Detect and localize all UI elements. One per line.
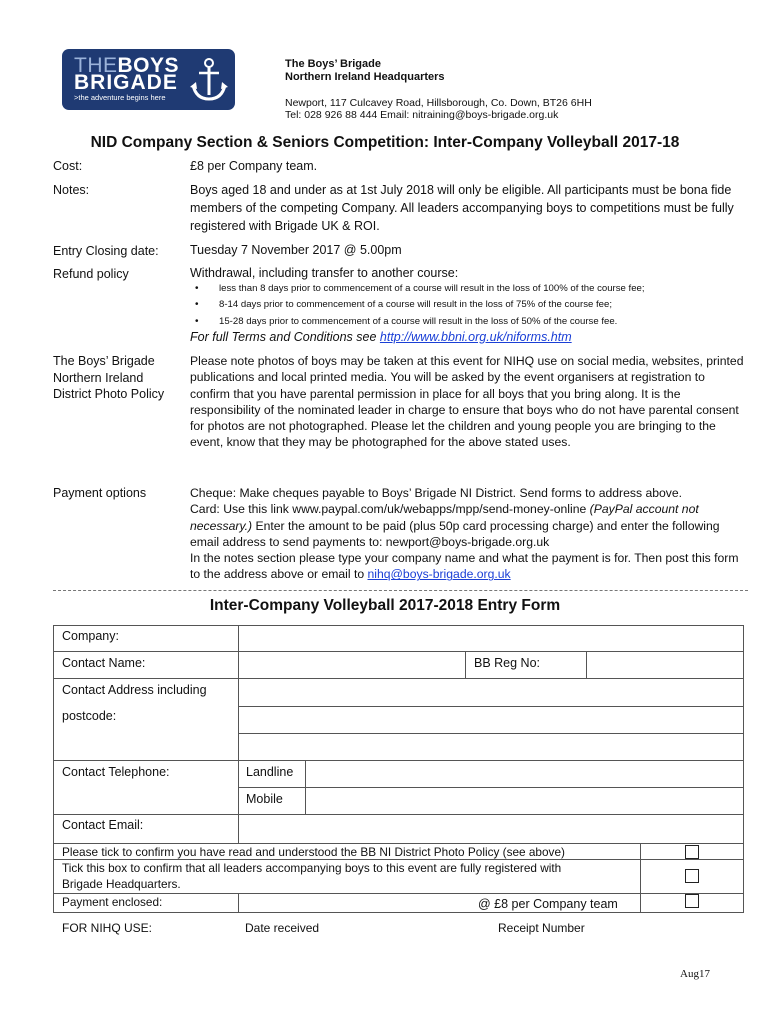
terms-link[interactable]: http://www.bbni.org.uk/niforms.htm (379, 330, 572, 344)
version-label: Aug17 (680, 968, 710, 980)
payment-options-label: Payment options (53, 486, 147, 500)
logo-line2: BRIGADE (74, 71, 178, 94)
grid-line (53, 760, 744, 761)
address-label-2: postcode: (62, 709, 117, 723)
address-label-1: Contact Address including (62, 683, 207, 697)
notes-label: Notes: (53, 183, 90, 197)
photo-policy-checkbox[interactable] (685, 845, 699, 859)
org-name: The Boys’ Brigade (285, 58, 381, 70)
boys-brigade-logo (62, 49, 235, 110)
org-address-block (285, 97, 592, 121)
grid-line (53, 814, 744, 815)
terms-line: For full Terms and Conditions see http://www.bbni.org.uk/niforms.htm (190, 330, 572, 344)
closing-date-value: Tuesday 7 November 2017 @ 5.00pm (190, 243, 402, 257)
payment-enclosed-checkbox[interactable] (685, 894, 699, 908)
payment-options-text (190, 485, 746, 583)
logo-line1: THEBOYS (74, 54, 180, 77)
closing-date-label: Entry Closing date: (53, 244, 159, 258)
refund-item: • 15-28 days prior to commencement of a course will result in the loss of 50% of the course fee. (199, 316, 617, 328)
logo-tagline: >the adventure begins here (74, 93, 166, 102)
form-title: Inter-Company Volleyball 2017-2018 Entry Form (209, 597, 561, 614)
grid-line (305, 760, 306, 814)
payment-notes: In the notes section please type your company name and what the payment is for. Then post this form to the address above or email to nihq@boys-brigade.org.uk (190, 551, 739, 582)
leaders-confirm-text-2: Brigade Headquarters. (62, 877, 181, 891)
photo-policy-label-2: Northern Ireland (53, 371, 144, 385)
bb-reg-label: BB Reg No: (474, 656, 541, 670)
grid-line (238, 625, 239, 843)
email-label: Contact Email: (62, 818, 144, 832)
org-contact: Tel: 028 926 88 444 Email: nitraining@boys-brigade.org.uk (285, 109, 559, 121)
photo-policy-confirm-text: Please tick to confirm you have read and understood the BB NI District Photo Policy (see above) (62, 845, 565, 859)
grid-line (586, 651, 587, 678)
payment-amount: @ £8 per Company team (478, 897, 618, 911)
telephone-label: Contact Telephone: (62, 765, 170, 779)
payment-cheque: Cheque: Make cheques payable to Boys’ Brigade NI District. Send forms to address above. (190, 486, 683, 500)
refund-intro: Withdrawal, including transfer to another course: (190, 266, 459, 280)
contact-name-label: Contact Name: (62, 656, 146, 670)
anchor-crest-icon (188, 55, 230, 103)
refund-policy-label: Refund policy (53, 267, 129, 281)
payment-card: Card: Use this link www.paypal.com/uk/webapps/mpp/send-money-online (PayPal account not necessary.) Enter the amount to be paid (plus 50p card processing charge) and enter the following email address to send payments to: newport@boys-brigade.org.uk (190, 502, 720, 549)
grid-line (238, 733, 744, 734)
grid-line (238, 893, 239, 913)
grid-line (53, 625, 54, 913)
nihq-email-link[interactable]: nihq@boys-brigade.org.uk (367, 567, 511, 582)
leaders-confirm-text-1: Tick this box to confirm that all leaders accompanying boys to this event are fully registered with (62, 861, 562, 875)
payment-enclosed-label: Payment enclosed: (62, 895, 163, 909)
notes-value: Boys aged 18 and under as at 1st July 2018 will only be eligible. All participants must be bona fide members of the competing Company. All leaders accompanying boys to competitions must be fully registered with Brigade UK & ROI. (190, 183, 734, 233)
grid-line (53, 625, 744, 626)
grid-line (53, 651, 744, 652)
org-heading (285, 58, 445, 84)
refund-item: • 8-14 days prior to commencement of a course will result in the loss of 75% of the course fee; (199, 299, 612, 311)
cost-label: Cost: (53, 159, 83, 173)
photo-policy-text: Please note photos of boys may be taken at this event for NIHQ use on social media, websites, printed publications and local printed media. You will be asked by the event organisers at registration to confirm that you have parental permission in place for all boys that you bring along. It is the responsibility of the nominated leader in charge to ensure that boys who do not have parental consent for photos are not photographed. Please let the children and young people you are bringing to the event, know that they may be photographed for the above stated uses. (190, 354, 744, 450)
grid-line (465, 651, 466, 678)
grid-line (238, 787, 744, 788)
landline-label: Landline (246, 765, 294, 779)
nihq-use-label: FOR NIHQ USE: (62, 921, 153, 935)
leaders-registered-checkbox[interactable] (685, 869, 699, 883)
mobile-label: Mobile (246, 792, 283, 806)
cost-value: £8 per Company team. (190, 159, 318, 173)
grid-line (238, 706, 744, 707)
org-address: Newport, 117 Culcavey Road, Hillsborough, Co. Down, BT26 6HH (285, 97, 592, 109)
page-title: NID Company Section & Seniors Competition: Inter-Company Volleyball 2017-18 (90, 134, 680, 151)
photo-policy-label-1: The Boys’ Brigade (53, 354, 155, 368)
cut-line-divider (53, 590, 748, 591)
grid-line (640, 843, 641, 913)
company-label: Company: (62, 629, 119, 643)
date-received-label: Date received (245, 921, 320, 935)
photo-policy-label-3: District Photo Policy (53, 387, 165, 401)
receipt-number-label: Receipt Number (498, 921, 585, 935)
refund-item: • less than 8 days prior to commencement of a course will result in the loss of 100% of the course fee; (199, 283, 645, 295)
grid-line (743, 625, 744, 913)
grid-line (53, 678, 744, 679)
org-sub: Northern Ireland Headquarters (285, 71, 445, 83)
